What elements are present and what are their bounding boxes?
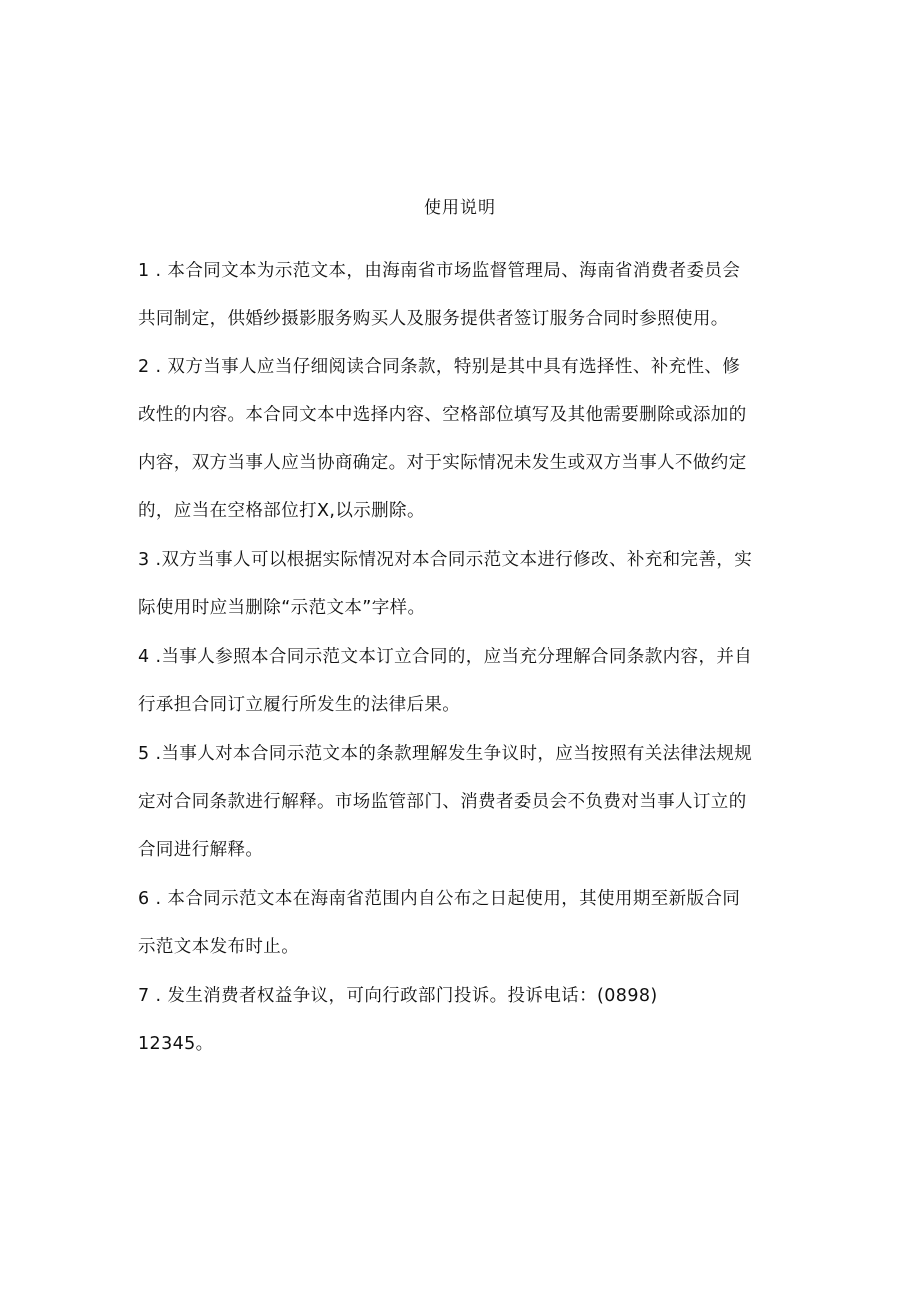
paragraph-6-line-2: 示范文本发布时止。: [138, 937, 300, 957]
paragraph-2-line-4: 的，应当在空格部位打X,以示删除。: [138, 501, 425, 521]
document-title: 使用说明: [424, 198, 496, 218]
paragraph-5-line-2: 定对合同条款进行解释。市场监管部门、消费者委员会不负费对当事人订立的: [138, 792, 747, 812]
paragraph-2-line-2: 改性的内容。本合同文本中选择内容、空格部位填写及其他需要删除或添加的: [138, 405, 747, 425]
paragraph-7-line-2: 12345。: [138, 1034, 214, 1054]
paragraph-2-line-1: 2 . 双方当事人应当仔细阅读合同条款，特别是其中具有选择性、补充性、修: [138, 357, 741, 377]
paragraph-6-line-1: 6 . 本合同示范文本在海南省范围内自公布之日起使用，其使用期至新版合同: [138, 889, 741, 909]
paragraph-4-line-2: 行承担合同订立履行所发生的法律后果。: [138, 695, 461, 715]
paragraph-2-line-3: 内容，双方当事人应当协商确定。对于实际情况未发生或双方当事人不做约定: [138, 453, 747, 473]
paragraph-1-line-1: 1 . 本合同文本为示范文本，由海南省市场监督管理局、海南省消费者委员会: [138, 261, 741, 281]
paragraph-3-line-2: 际使用时应当删除“示范文本”字样。: [138, 598, 426, 618]
paragraph-5-line-1: 5 .当事人对本合同示范文本的条款理解发生争议时，应当按照有关法律法规规: [138, 744, 753, 764]
paragraph-1-line-2: 共同制定，供婚纱摄影服务购买人及服务提供者签订服务合同时参照使用。: [138, 309, 729, 329]
paragraph-4-line-1: 4 .当事人参照本合同示范文本订立合同的，应当充分理解合同条款内容，并自: [138, 647, 753, 667]
paragraph-3-line-1: 3 .双方当事人可以根据实际情况对本合同示范文本进行修改、补充和完善，实: [138, 550, 753, 570]
paragraph-7-line-1: 7 . 发生消费者权益争议，可向行政部门投诉。投诉电话：(0898): [138, 986, 658, 1006]
paragraph-5-line-3: 合同进行解释。: [138, 840, 264, 860]
